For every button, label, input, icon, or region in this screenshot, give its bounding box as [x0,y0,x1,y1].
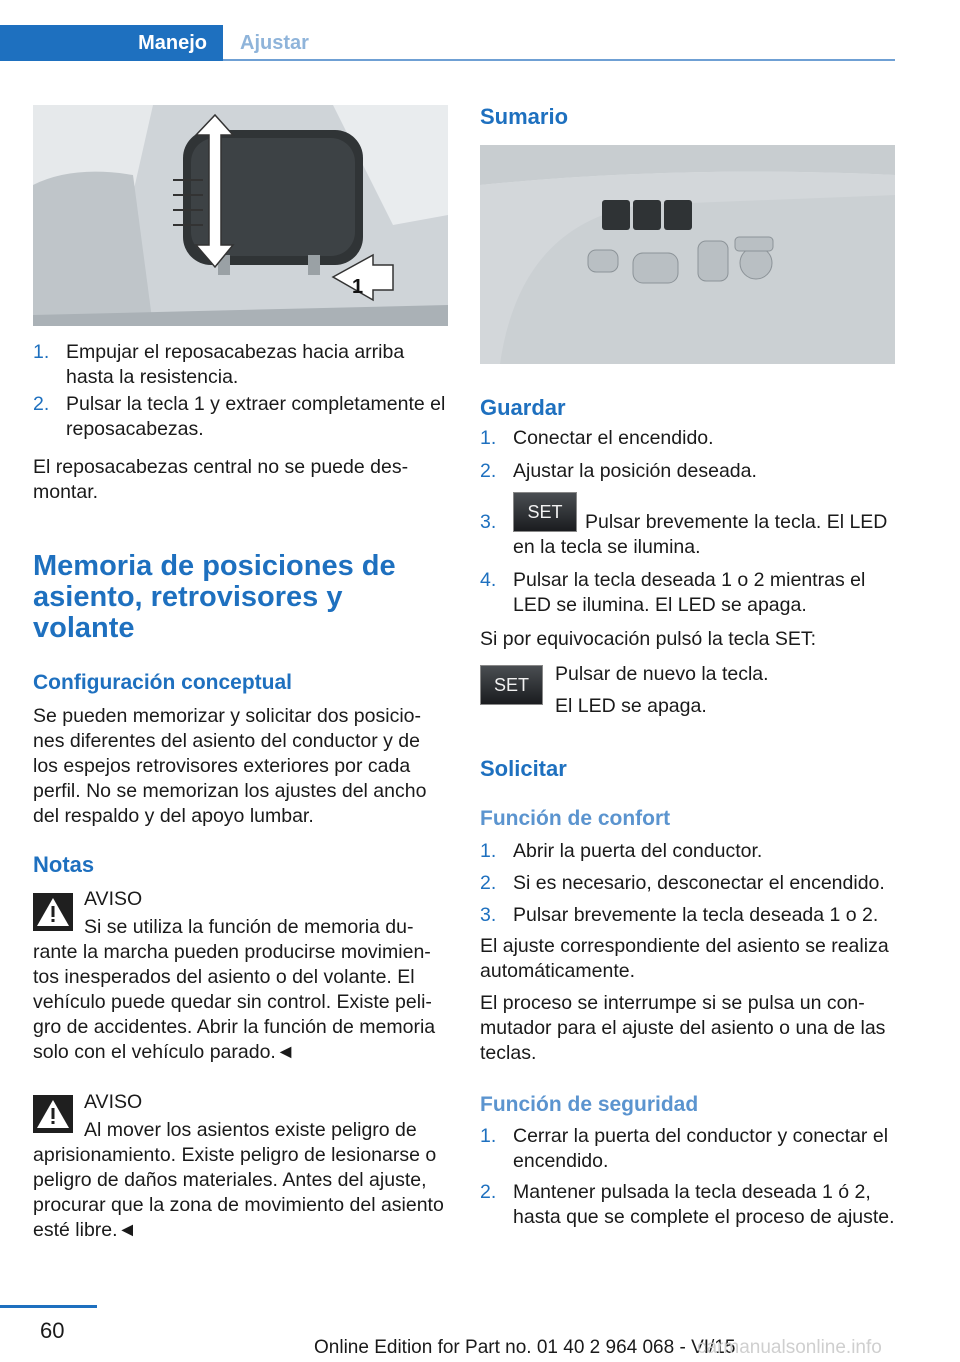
headrest-illustration [33,105,448,326]
warning-block-2 [33,1090,448,1240]
error-line-2: El LED se apaga. [555,695,707,717]
list-item: 2. Ajustar la posición deseada. [480,460,757,482]
concept-text: Se pueden memorizar y solicitar dos posicio-nes diferentes del asiento del conductor y de los espejos retrovisores exteriores por cada perfil. No se memorizan los ajustes del ancho del respaldo y del apoyo lumbar. [33,705,427,827]
central-headrest-note: El reposacabezas central no se puede des-montar. [33,456,409,503]
solicitar-heading: Solicitar [480,756,567,781]
list-item: 2. Pulsar la tecla 1 y extraer completamente el reposacabezas. [33,393,446,440]
seguridad-heading: Función de seguridad [480,1093,699,1116]
list-item: 1. Cerrar la puerta del conductor y conectar el encendido. [480,1125,889,1172]
confort-text-2: El proceso se interrumpe si se pulsa un con-mutador para el ajuste del asiento o una de las teclas. [480,992,886,1064]
guardar-steps [480,426,895,484]
header-rule [223,59,895,61]
set-button-icon: SET [513,492,577,532]
list-item: 2. Mantener pulsada la tecla deseada 1 ó 2, hasta que se complete el proceso de ajuste. [480,1181,895,1228]
warning-text: Al mover los asientos existe peligro de aprisionamiento. Existe peligro de lesionarse o peligro de daños materiales. Antes del ajuste, procurar que la zona de movimiento del asiento esté libre.◄ [33,1119,444,1241]
watermark: carmanualsonline.info [697,1337,882,1358]
error-line-1: Pulsar de nuevo la tecla. [555,663,769,685]
list-item: 1. Abrir la puerta del conductor. [480,840,763,862]
guardar-heading: Guardar [480,395,566,420]
tab-manejo[interactable]: Manejo [0,25,223,61]
page-header [0,25,895,61]
warning-text: Si se utiliza la función de memoria du-rante la marcha pueden producirse movimien-tos inesperados del asiento o del volante. El vehículo puede quedar sin control. Existe peli-gro de accidentes. Abrir la función de memoria solo con el vehículo parado.◄ [33,916,436,1063]
section-title: Memoria de posiciones de asiento, retrovisores y volante [33,550,396,644]
page-number: 60 [40,1318,65,1343]
guardar-steps-continued [480,510,895,618]
warning-title: AVISO [84,1091,143,1113]
edition-info: Online Edition for Part no. 01 40 2 964 068 - VI/15 [314,1337,736,1358]
callout-number: 1 [352,276,364,298]
seat-controls-illustration [480,145,895,364]
headrest-steps [33,340,448,442]
set-button-icon: SET [480,665,543,705]
sumario-heading: Sumario [480,104,569,129]
list-item: 3. Pulsar brevemente la tecla. El LED en la tecla se ilumina. [480,511,888,558]
list-item: 1. Conectar el encendido. [480,427,714,449]
error-intro: Si por equivocación pulsó la tecla SET: [480,628,817,650]
list-item: 1. Empujar el reposacabezas hacia arriba hasta la resistencia. [33,341,405,388]
footer-rule [0,1305,97,1308]
tab-ajustar[interactable]: Ajustar [240,32,309,54]
confort-steps [480,839,895,928]
confort-text-1: El ajuste correspondiente del asiento se realiza automáticamente. [480,935,889,982]
notes-heading: Notas [33,852,95,877]
list-item: 3. Pulsar brevemente la tecla deseada 1 o 2. [480,904,879,926]
seguridad-steps [480,1124,895,1230]
warning-block-1 [33,887,448,1062]
list-item: 4. Pulsar la tecla deseada 1 o 2 mientras el LED se ilumina. El LED se apaga. [480,569,866,616]
list-item: 2. Si es necesario, desconectar el encendido. [480,872,885,894]
concept-heading: Configuración conceptual [33,671,293,694]
confort-heading: Función de confort [480,807,671,830]
warning-title: AVISO [84,888,143,910]
